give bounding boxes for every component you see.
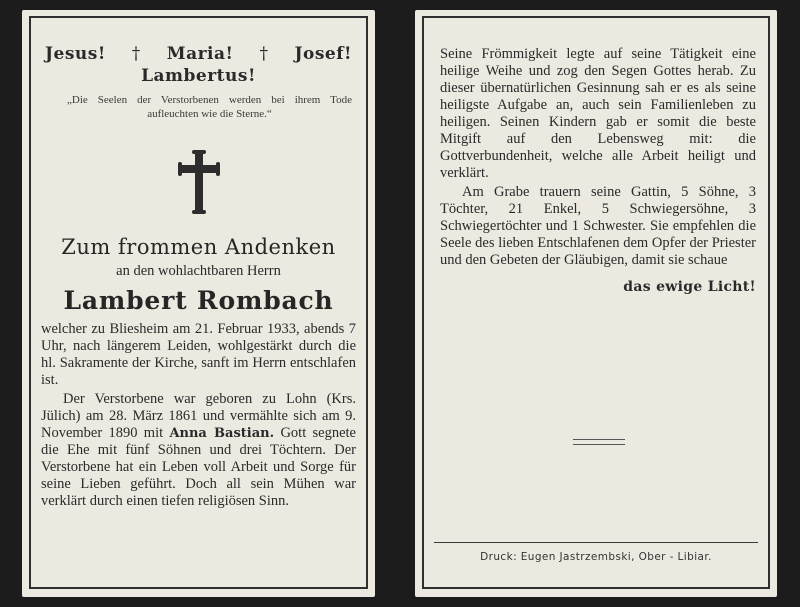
honorific: an den wohlachtbaren Herrn [116,263,281,279]
divider [573,439,625,440]
invocation-maria: Maria! [166,44,234,64]
memorial-heading: Zum frommen Andenken [61,235,336,259]
divider [573,444,625,445]
cross-icon [179,151,219,213]
spouse-name: Anna Bastian. [169,426,275,441]
cross-separator-icon: † [131,44,141,64]
cross-ornament [31,151,366,217]
deceased-name: Lambert Rombach [63,286,334,315]
memorial-card-front [22,10,375,597]
invocation-josef: Josef! [294,44,352,64]
tribute-text [440,46,756,269]
life-summary [41,391,356,510]
family-life-text: Gott segnete die Ehe mit fünf Söhnen und drei Töchtern. Der Verstorbene hat ein Leben voll Arbeit und Sorge für seine Lieben geführt. Doch all sein Mühen war verklärt durch einen tiefen religiösen Sinn. [41,425,356,509]
card-border [29,16,368,589]
birth-marriage-text: Der Verstorbene war geboren zu Lohn (Krs. Jülich) am 28. März 1861 und vermählte sich am 9. November 1890 mit [41,391,356,441]
memorial-card-back [415,10,777,597]
piety-paragraph: Seine Frömmigkeit legte auf seine Tätigkeit eine heilige Weihe und zog den Segen Gottes herab. Zu dieser übernatürlichen Gesinnung sah er es als seine heiligste Aufgabe an, auch sein Familienleben zu heiligen. Seinen Kindern gab er somit die beste Mitgift auf den Lebensweg mit: die Gottverbundenheit, welche alle Arbeit heiligt und verklärt. [440,46,756,181]
scripture-quote: „Die Seelen der Verstorbenen werden bei ihrem Tode aufleuchten wie die Sterne.“ [67,94,352,120]
card-border [422,16,770,589]
biography [41,321,356,510]
invocation-line [45,44,352,64]
patron-saint: Lambertus! [141,66,256,86]
cross-separator-icon: † [259,44,269,64]
printer-credit: Druck: Eugen Jastrzembski, Ober - Libiar. [480,551,712,563]
mourners-paragraph: Am Grabe trauern seine Gattin, 5 Söhne, 3 Töchter, 21 Enkel, 5 Schwiegersöhne, 3 Schwiegertöchter und 1 Schwester. Sie empfehlen die Seele des lieben Entschlafenen dem Opfer der Priester und den Gebeten der Gläubigen, damit sie schaue [440,184,756,268]
closing-line: das ewige Licht! [623,279,756,295]
death-notice: welcher zu Bliesheim am 21. Februar 1933, abends 7 Uhr, nach längerem Leiden, wohlgestärkt durch die hl. Sakramente der Kirche, sanft im Herrn entschlafen ist. [41,321,356,388]
footer-rule [434,542,758,543]
invocation-jesus: Jesus! [45,44,106,64]
